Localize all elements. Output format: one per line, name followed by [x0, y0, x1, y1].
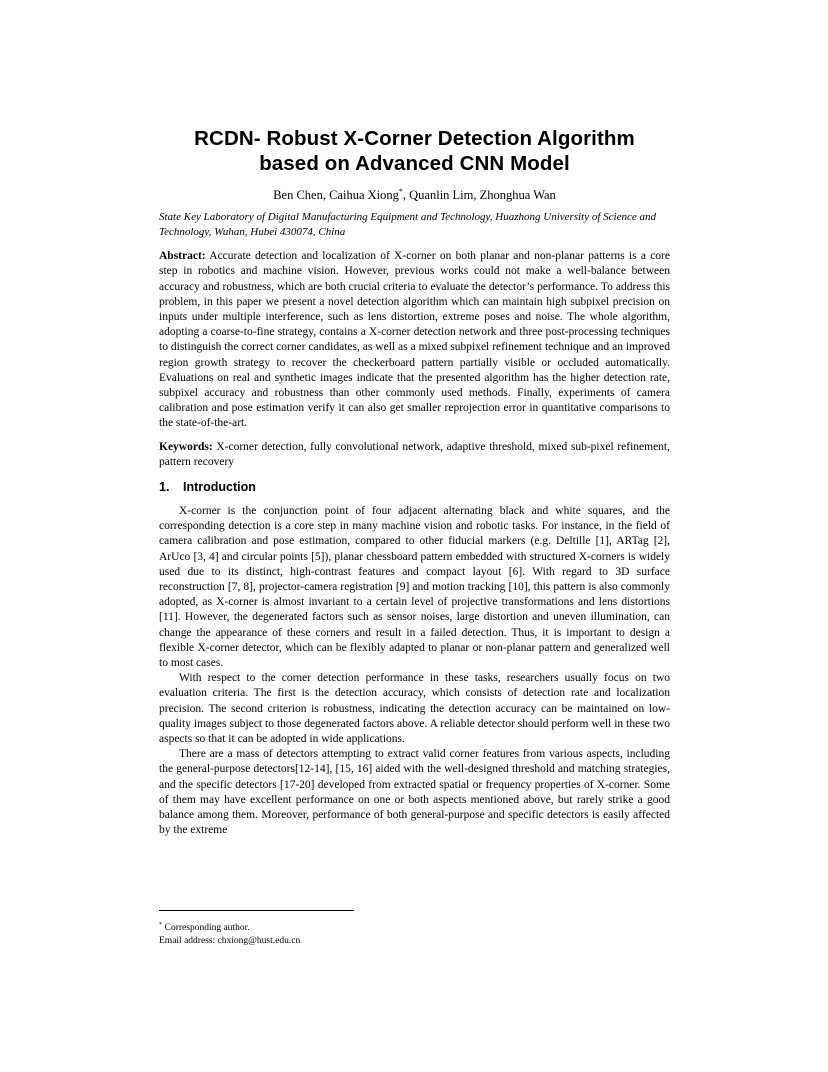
authors-part-2: , Quanlin Lim, Zhonghua Wan	[402, 188, 556, 203]
section-number: 1.	[159, 480, 170, 494]
keywords	[159, 440, 670, 470]
title-line-2: based on Advanced CNN Model	[259, 152, 570, 175]
footnote-corresponding	[159, 918, 670, 935]
author-list	[159, 184, 670, 203]
footnotes	[159, 918, 670, 948]
body-paragraph: X-corner is the conjunction point of four adjacent alternating black and white squares, and the corresponding detection is a core step in many machine vision and robotic tasks. For instance, in the field of camera calibration and pose estimation, compared to other fiducial markers (e.g. Deltille [1], ARTag [2], ArUco [3, 4] and circular points [5]), planar chessboard pattern embedded with structured X-corners is widely used due to its distinct, high-contrast features and compact layout [6]. With regard to 3D surface reconstruction [7, 8], projector-camera registration [9] and motion tracking [10], this pattern is also commonly adopted, as X-corner is almost invariant to a certain level of projective transformations and lens distortions [11]. However, the degenerated factors such as sensor noises, large distortion and uneven illumination, can change the appearance of these corners and result in a failed detection. Thus, it is important to design a flexible X-corner detector, which can be flexibly adapted to planar or non-planar pattern and generalized well to most cases.	[159, 505, 670, 670]
keywords-label: Keywords:	[159, 440, 213, 453]
abstract-label: Abstract:	[159, 250, 206, 263]
corresponding-author-mark: *	[398, 187, 403, 196]
title-line-1: RCDN- Robust X-Corner Detection Algorithm	[194, 127, 635, 150]
footnote-text: Corresponding author.	[164, 923, 250, 934]
body-paragraph: There are a mass of detectors attempting to extract valid corner features from various aspects, including the general-purpose detectors[12-14], [15, 16] aided with the well-designed threshold and matching strategies, and the specific detectors [17-20] developed from extracted spatial or frequency properties of X-corner. Some of them may have excellent performance on one or both aspects mentioned above, but rarely strike a good balance among them. Moreover, performance of both general-purpose and specific detectors is easily affected by the extreme	[159, 748, 670, 837]
introduction-body	[159, 504, 670, 838]
abstract	[159, 249, 670, 431]
section-heading-introduction	[159, 479, 670, 495]
paper-title	[159, 126, 670, 176]
authors-part-1: Ben Chen, Caihua Xiong	[273, 188, 399, 203]
footnote-mark: *	[159, 921, 163, 928]
keywords-text: X-corner detection, fully convolutional network, adaptive threshold, mixed sub-pixel refinement, pattern recovery	[159, 440, 671, 468]
section-title: Introduction	[183, 480, 256, 494]
abstract-text: Accurate detection and localization of X-corner on both planar and non-planar patterns is a core step in robotics and machine vision. However, previous works could not make a well-balance between accuracy and robustness, which are both crucial criteria to evaluate the detector’s performance. To address this problem, in this paper we present a novel detection algorithm which can maintain high subpixel precision on inputs under multiple interference, such as lens distortion, extreme poses and noise. The whole algorithm, adopting a coarse-to-fine strategy, contains a X-corner detection network and three post-processing techniques to distinguish the correct corner candidates, as well as a mixed subpixel refinement technique and an improved region growth strategy to recover the checkerboard pattern partially visible or occluded automatically. Evaluations on real and synthetic images indicate that the presented algorithm has the higher detection rate, subpixel accuracy and robustness than other commonly used methods. Finally, experiments of camera calibration and pose estimation verify it can also get smaller reprojection error in quantitative comparisons to the state-of-the-art.	[159, 250, 670, 430]
footnote-email: Email address: chxiong@hust.edu.cn	[159, 936, 301, 947]
body-paragraph: With respect to the corner detection performance in these tasks, researchers usually focus on two evaluation criteria. The first is the detection accuracy, which consists of detection rate and localization precision. The second criterion is robustness, indicating the detection accuracy can be maintained on low-quality images subject to those degenerated factors above. A reliable detector should perform well in these two aspects so that it can be adopted in wide applications.	[159, 672, 670, 746]
footnote-divider	[159, 910, 354, 911]
paper-content	[159, 126, 670, 838]
affiliation: State Key Laboratory of Digital Manufacturing Equipment and Technology, Huazhong University of Science and Technology, Wuhan, Hubei 430074, China	[159, 211, 656, 239]
